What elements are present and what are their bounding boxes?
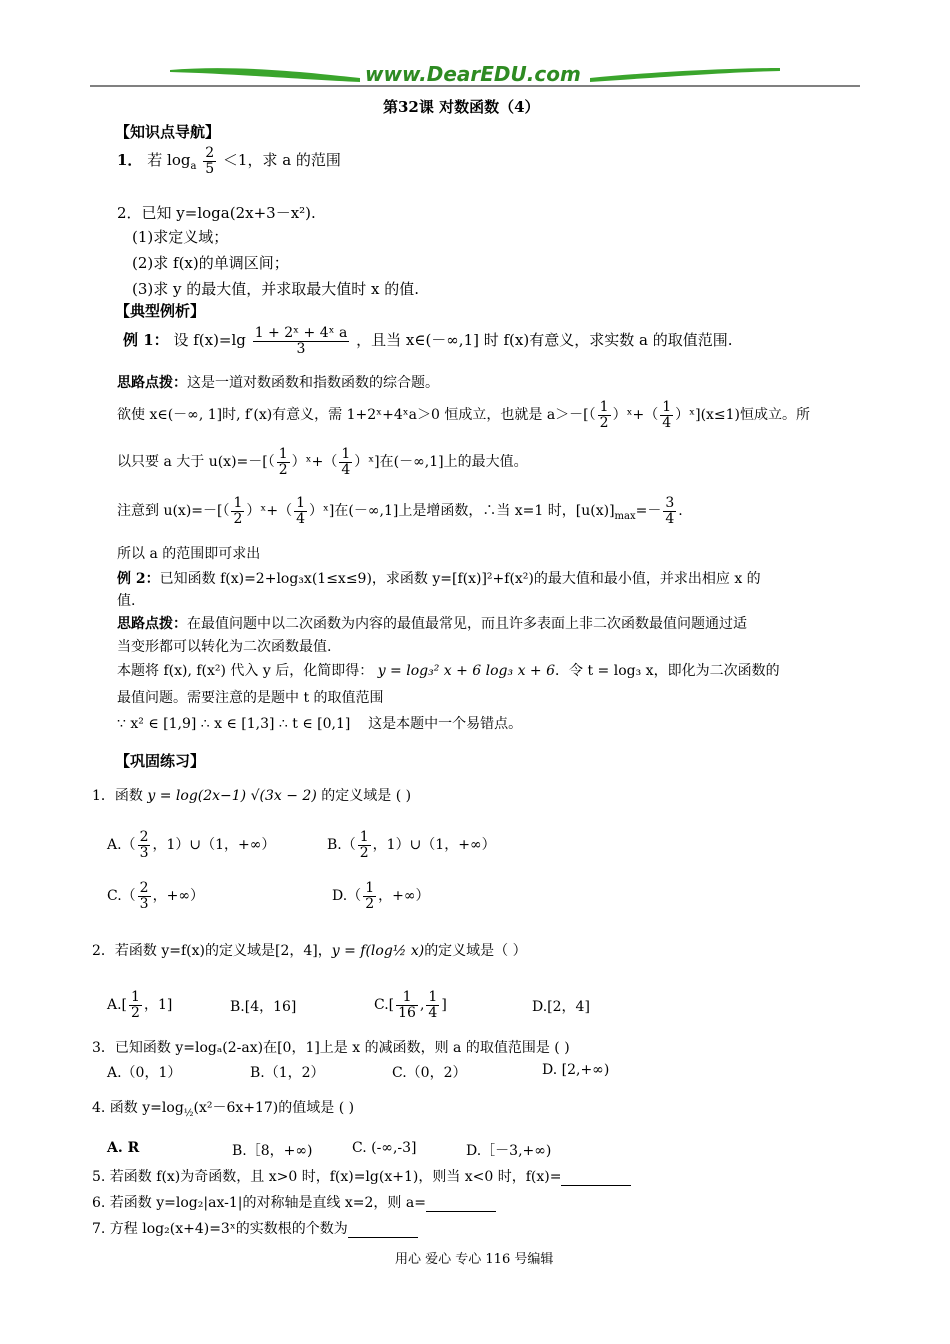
q1-log: log: [167, 151, 191, 170]
q1-num: 1．: [117, 151, 143, 170]
knowledge-q2: 2．已知 y=loga(2x+3－x²).: [117, 204, 316, 222]
example1-label: 例 1：: [123, 331, 169, 350]
q1-post: ＜1，求 a 的范围: [222, 151, 341, 170]
practice-q4-opt-a: A. R: [107, 1140, 140, 1156]
practice-q1-opt-b: B.（ $\frac{1}{2}$ ，1）∪（1，+∞）: [327, 829, 496, 861]
q1-base: a: [190, 161, 197, 173]
practice-q2: 2．若函数 y=f(x)的定义域是[2，4]，y = f(log½ x)的定义域是（ ）: [92, 943, 527, 959]
q1-pre: 若: [147, 151, 163, 170]
example2-line2: 值.: [117, 593, 136, 609]
hint-text: 这是一道对数函数和指数函数的综合题。: [187, 375, 439, 391]
practice-q2-opt-b: B.[4，16]: [230, 999, 297, 1015]
knowledge-q2-a: (1)求定义域；: [132, 228, 229, 246]
practice-q4-opt-b: B.［8，+∞): [232, 1143, 313, 1159]
practice-q4-opt-d: D.［－3,+∞): [466, 1143, 552, 1159]
knowledge-q2-b: (2)求 f(x)的单调区间；: [132, 254, 289, 272]
practice-q2-opt-a: A.[ $\frac{1}{2}$ ，1]: [107, 989, 173, 1021]
example1-post: ，且当 x∈(－∞,1] 时 f(x)有意义，求实数 a 的取值范围.: [356, 331, 733, 350]
practice-q4: 4. 函数 $y=\log_{\frac{1}{2}}(x^2-6x+17)$的值域是 ( ): [92, 1100, 355, 1119]
practice-q5: 5. 若函数 f(x)为奇函数，且 x>0 时，f(x)=lg(x+1)，则当 x<0 时，f(x)=: [92, 1166, 631, 1186]
example2-line5: ∵ x² ∈ [1,9] ∴ x ∈ [1,3] ∴ t ∈ [0,1] 这是本题中一个易错点。: [117, 716, 523, 732]
practice-q1: 1．函数 y = log(2x−1) √(3x − 2) 的定义域是 ( ): [92, 788, 412, 804]
example2-hint1: 思路点拨：在最值问题中以二次函数为内容的最值最常见，而且许多表面上非二次函数最值问题通过适: [117, 616, 747, 632]
practice-q1-opt-c: C.（ $\frac{2}{3}$ ，+∞）: [107, 880, 204, 912]
hint-label: 思路点拨：: [117, 375, 187, 391]
practice-q3: 3．已知函数 y=logₐ(2-ax)在[0，1]上是 x 的减函数，则 a 的取值范围是 ( ): [92, 1040, 570, 1056]
section-examples: 【典型例析】: [115, 302, 206, 320]
example1-statement: [123, 326, 732, 356]
practice-q3-opt-a: A.（0，1）: [107, 1065, 182, 1081]
example1-fraction: $\frac{\text{1 + 2ˣ + 4ˣ a}}{3}$: [254, 325, 348, 357]
practice-q7: 7. 方程 log₂(x+4)=3ˣ的实数根的个数为: [92, 1218, 418, 1238]
q1-fraction: $\frac{2}{5}$: [205, 145, 215, 177]
practice-q1-opt-d: D.（ $\frac{1}{2}$ ，+∞）: [332, 880, 430, 912]
q7-answer-blank[interactable]: [348, 1223, 418, 1238]
practice-q3-opt-c: C.（0，2）: [392, 1065, 467, 1081]
page-footer: 用心 爱心 专心 116 号编辑: [395, 1252, 554, 1267]
example1-line3: 注意到 u(x)=－[（ $\frac{1}{2}$ ）ˣ+（ $\frac{1}{4}$ ）ˣ]在(－∞,1]上是增函数，∴当 x=1 时，$[u(x)]_{max}=-$ $\frac{3}{4}$ .: [117, 495, 683, 527]
q6-answer-blank[interactable]: [426, 1197, 496, 1212]
q5-answer-blank[interactable]: [561, 1171, 631, 1186]
knowledge-q2-c: (3)求 y 的最大值，并求取最大值时 x 的值.: [132, 280, 420, 298]
practice-q2-opt-d: D.[2，4]: [532, 999, 590, 1015]
example2-hint2: 当变形都可以转化为二次函数最值.: [117, 639, 332, 655]
example1-pre: 设 f(x)=lg: [173, 331, 246, 350]
practice-q3-opt-d: D. [2,+∞): [542, 1062, 610, 1078]
section-knowledge: 【知识点导航】: [115, 123, 221, 141]
example1-line1: 欲使 x∈(－∞, 1]时, f′(x)有意义，需 1+2ˣ+4ˣa＞0 恒成立，也就是 a＞－[（ $\frac{1}{2}$ ）ˣ+（ $\frac{1}{4}$ ）ˣ](x≤1)恒成立。所: [117, 399, 811, 431]
example2-line3: 本题将 f(x), f(x²) 代入 y 后，化简即得： y = log₃² x + 6 log₃ x + 6．令 t = log₃ x，即化为二次函数的: [117, 663, 780, 679]
page-title: 第32课 对数函数（4）: [383, 98, 540, 116]
practice-q2-opt-c: C.[ $\frac{1}{16}$ , $\frac{1}{4}$ ]: [374, 989, 447, 1021]
example1-hint: [117, 372, 439, 392]
site-logo: www.DearEDU.com: [365, 62, 581, 86]
practice-q6: 6. 若函数 y=log₂|ax-1|的对称轴是直线 x=2，则 a=: [92, 1192, 496, 1212]
example1-line2: 以只要 a 大于 u(x)=－[（ $\frac{1}{2}$ ）ˣ+（ $\frac{1}{4}$ ）ˣ]在(－∞,1]上的最大值。: [117, 446, 528, 478]
practice-q3-opt-b: B.（1，2）: [250, 1065, 325, 1081]
example1-line4: 所以 a 的范围即可求出: [117, 546, 261, 562]
example2-line4: 最值问题。需要注意的是题中 t 的取值范围: [117, 690, 384, 706]
knowledge-q1: [117, 146, 341, 176]
header-banner: [90, 60, 860, 92]
practice-q1-opt-a: A.（ $\frac{2}{3}$ ，1）∪（1，+∞）: [107, 829, 276, 861]
practice-q4-opt-c: C. (-∞,-3]: [352, 1140, 417, 1156]
section-practice: 【巩固练习】: [115, 752, 206, 770]
example2-line1: 例 2：已知函数 f(x)=2+log₃x(1≤x≤9)，求函数 y=[f(x)]²+f(x²)的最大值和最小值，并求出相应 x 的: [117, 571, 761, 587]
